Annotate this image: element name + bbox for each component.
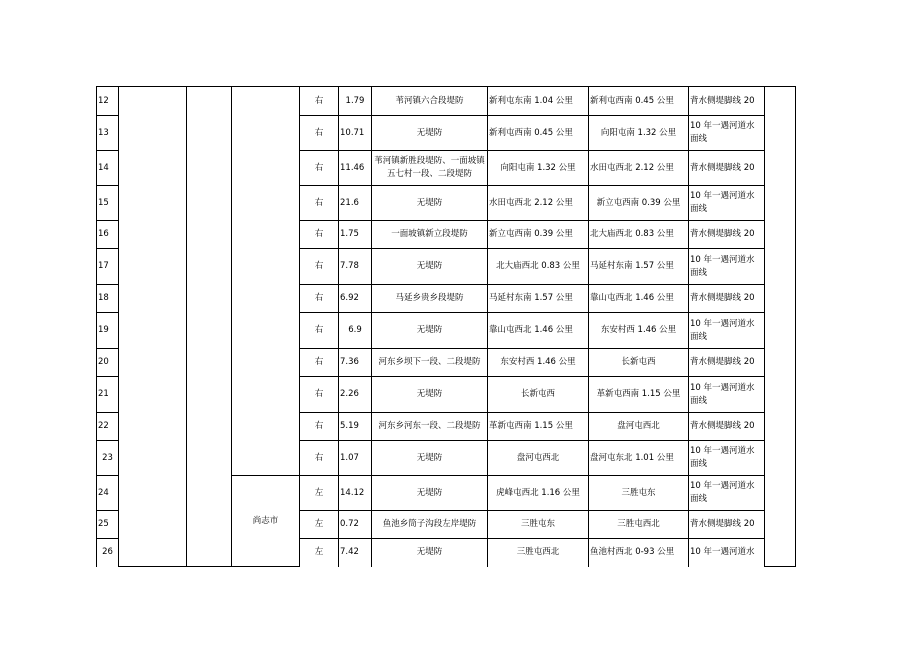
length-cell: 10.71 bbox=[339, 116, 372, 151]
start-point-cell: 革新屯西南 1.15 公里 bbox=[488, 413, 589, 441]
bank-side-cell: 右 bbox=[300, 313, 339, 349]
row-number-cell: 23 bbox=[97, 441, 119, 476]
length-cell: 2.26 bbox=[339, 377, 372, 413]
bank-side-cell: 右 bbox=[300, 285, 339, 313]
start-point-cell: 三胜屯东 bbox=[488, 511, 589, 539]
boundary-standard-cell: 10 年一遇河道水面线 bbox=[689, 476, 765, 511]
bank-side-cell: 左 bbox=[300, 476, 339, 511]
bank-side-cell: 右 bbox=[300, 186, 339, 221]
end-point-cell: 马延村东南 1.57 公里 bbox=[589, 249, 689, 285]
length-cell: 1.75 bbox=[339, 221, 372, 249]
bank-side-cell: 左 bbox=[300, 539, 339, 567]
bank-side-cell: 右 bbox=[300, 116, 339, 151]
bank-side-cell: 右 bbox=[300, 221, 339, 249]
end-point-cell: 革新屯西南 1.15 公里 bbox=[589, 377, 689, 413]
row-number-cell: 24 bbox=[97, 476, 119, 511]
end-point-cell: 三胜屯西北 bbox=[589, 511, 689, 539]
boundary-standard-cell: 背水侧堤脚线 20 bbox=[689, 151, 765, 186]
dike-name-cell: 无堤防 bbox=[372, 377, 488, 413]
dike-name-cell: 河东乡坝下一段、二段堤防 bbox=[372, 349, 488, 377]
end-point-cell: 靠山屯西北 1.46 公里 bbox=[589, 285, 689, 313]
end-point-cell: 东安村西 1.46 公里 bbox=[589, 313, 689, 349]
end-point-cell: 盘河屯东北 1.01 公里 bbox=[589, 441, 689, 476]
dike-name-cell: 一面坡镇新立段堤防 bbox=[372, 221, 488, 249]
length-cell: 1.07 bbox=[339, 441, 372, 476]
bank-side-cell: 右 bbox=[300, 349, 339, 377]
row-number-cell: 19 bbox=[97, 313, 119, 349]
start-point-cell: 马延村东南 1.57 公里 bbox=[488, 285, 589, 313]
row-number-cell: 17 bbox=[97, 249, 119, 285]
boundary-standard-cell: 背水侧堤脚线 20 bbox=[689, 285, 765, 313]
table-row bbox=[97, 87, 796, 116]
boundary-standard-cell: 背水侧堤脚线 20 bbox=[689, 349, 765, 377]
dike-name-cell: 苇河镇六合段堤防 bbox=[372, 87, 488, 116]
row-number-cell: 16 bbox=[97, 221, 119, 249]
start-point-cell: 东安村西 1.46 公里 bbox=[488, 349, 589, 377]
boundary-standard-cell: 10 年一遇河道水面线 bbox=[689, 186, 765, 221]
dike-name-cell: 鱼池乡筒子沟段左岸堤防 bbox=[372, 511, 488, 539]
county-cell bbox=[232, 87, 300, 476]
end-point-cell: 鱼池村西北 0-93 公里 bbox=[589, 539, 689, 567]
end-point-cell: 新利屯西南 0.45 公里 bbox=[589, 87, 689, 116]
end-point-cell: 新立屯西南 0.39 公里 bbox=[589, 186, 689, 221]
start-point-cell: 新利屯西南 0.45 公里 bbox=[488, 116, 589, 151]
bank-side-cell: 右 bbox=[300, 249, 339, 285]
bank-side-cell: 右 bbox=[300, 413, 339, 441]
river-cell bbox=[187, 87, 232, 567]
length-cell: 7.78 bbox=[339, 249, 372, 285]
bank-side-cell: 右 bbox=[300, 151, 339, 186]
length-cell: 5.19 bbox=[339, 413, 372, 441]
row-number-cell: 13 bbox=[97, 116, 119, 151]
dike-name-cell: 无堤防 bbox=[372, 441, 488, 476]
bank-side-cell: 左 bbox=[300, 511, 339, 539]
boundary-standard-cell: 10 年一遇河道水面线 bbox=[689, 249, 765, 285]
bank-side-cell: 右 bbox=[300, 87, 339, 116]
dike-name-cell: 无堤防 bbox=[372, 539, 488, 567]
length-cell: 14.12 bbox=[339, 476, 372, 511]
length-cell: 7.36 bbox=[339, 349, 372, 377]
start-point-cell: 北大庙西北 0.83 公里 bbox=[488, 249, 589, 285]
dike-name-cell: 河东乡河东一段、二段堤防 bbox=[372, 413, 488, 441]
end-point-cell: 向阳屯南 1.32 公里 bbox=[589, 116, 689, 151]
region-cell bbox=[119, 87, 187, 567]
boundary-standard-cell: 背水侧堤脚线 20 bbox=[689, 221, 765, 249]
end-point-cell: 长新屯西 bbox=[589, 349, 689, 377]
row-number-cell: 20 bbox=[97, 349, 119, 377]
start-point-cell: 新立屯西南 0.39 公里 bbox=[488, 221, 589, 249]
river-dike-table bbox=[96, 86, 796, 567]
boundary-standard-cell: 10 年一遇河道水面线 bbox=[689, 116, 765, 151]
row-number-cell: 12 bbox=[97, 87, 119, 116]
length-cell: 21.6 bbox=[339, 186, 372, 221]
bank-side-cell: 右 bbox=[300, 441, 339, 476]
start-point-cell: 向阳屯南 1.32 公里 bbox=[488, 151, 589, 186]
remarks-cell bbox=[765, 87, 796, 567]
boundary-standard-cell: 10 年一遇河道水面线 bbox=[689, 377, 765, 413]
dike-name-cell: 无堤防 bbox=[372, 476, 488, 511]
length-cell: 1.79 bbox=[339, 87, 372, 116]
row-number-cell: 21 bbox=[97, 377, 119, 413]
county-cell: 尚志市 bbox=[232, 476, 300, 567]
bank-side-cell: 右 bbox=[300, 377, 339, 413]
length-cell: 0.72 bbox=[339, 511, 372, 539]
start-point-cell: 新利屯东南 1.04 公里 bbox=[488, 87, 589, 116]
dike-name-cell: 无堤防 bbox=[372, 116, 488, 151]
start-point-cell: 盘河屯西北 bbox=[488, 441, 589, 476]
row-number-cell: 22 bbox=[97, 413, 119, 441]
end-point-cell: 北大庙西北 0.83 公里 bbox=[589, 221, 689, 249]
start-point-cell: 靠山屯西北 1.46 公里 bbox=[488, 313, 589, 349]
table-body bbox=[97, 87, 796, 567]
dike-name-cell: 马延乡贵乡段堤防 bbox=[372, 285, 488, 313]
end-point-cell: 盘河屯西北 bbox=[589, 413, 689, 441]
length-cell: 7.42 bbox=[339, 539, 372, 567]
dike-name-cell: 无堤防 bbox=[372, 313, 488, 349]
length-cell: 11.46 bbox=[339, 151, 372, 186]
start-point-cell: 三胜屯西北 bbox=[488, 539, 589, 567]
row-number-cell: 14 bbox=[97, 151, 119, 186]
row-number-cell: 15 bbox=[97, 186, 119, 221]
row-number-cell: 18 bbox=[97, 285, 119, 313]
boundary-standard-cell: 背水侧堤脚线 20 bbox=[689, 413, 765, 441]
boundary-standard-cell: 10 年一遇河道水面线 bbox=[689, 313, 765, 349]
start-point-cell: 水田屯西北 2.12 公里 bbox=[488, 186, 589, 221]
row-number-cell: 26 bbox=[97, 539, 119, 567]
dike-name-cell: 无堤防 bbox=[372, 249, 488, 285]
row-number-cell: 25 bbox=[97, 511, 119, 539]
boundary-standard-cell: 背水侧堤脚线 20 bbox=[689, 87, 765, 116]
boundary-standard-cell: 10 年一遇河道水 bbox=[689, 539, 765, 567]
boundary-standard-cell: 背水侧堤脚线 20 bbox=[689, 511, 765, 539]
length-cell: 6.9 bbox=[339, 313, 372, 349]
start-point-cell: 虎峰屯西北 1.16 公里 bbox=[488, 476, 589, 511]
dike-name-cell: 苇河镇新胜段堤防、一面坡镇五七村一段、二段堤防 bbox=[372, 151, 488, 186]
end-point-cell: 三胜屯东 bbox=[589, 476, 689, 511]
boundary-standard-cell: 10 年一遇河道水面线 bbox=[689, 441, 765, 476]
end-point-cell: 水田屯西北 2.12 公里 bbox=[589, 151, 689, 186]
length-cell: 6.92 bbox=[339, 285, 372, 313]
dike-name-cell: 无堤防 bbox=[372, 186, 488, 221]
start-point-cell: 长新屯西 bbox=[488, 377, 589, 413]
